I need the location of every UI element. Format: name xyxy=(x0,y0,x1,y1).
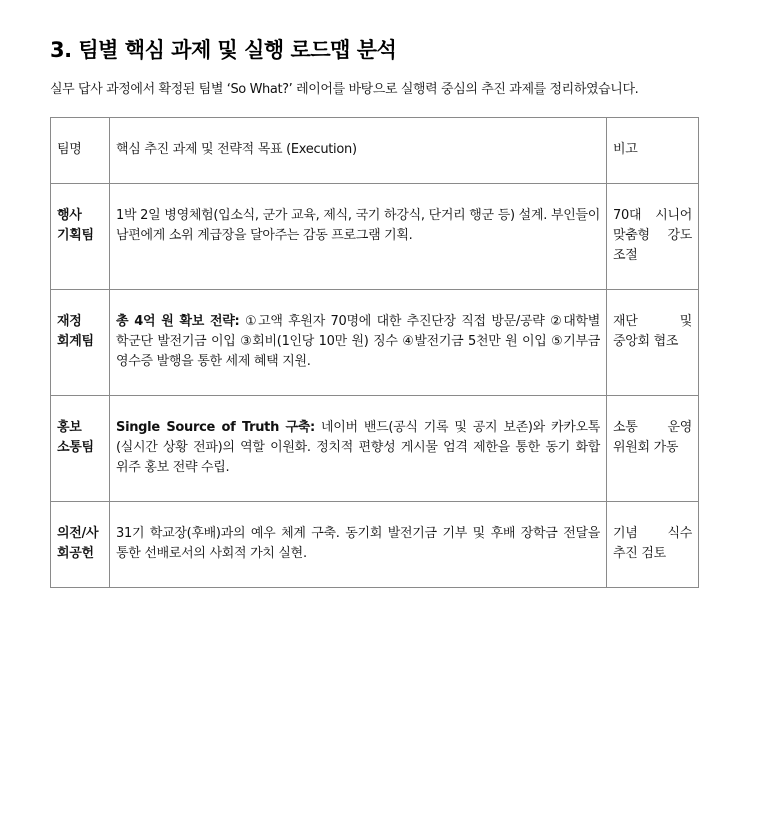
task-text: ①고액 후원자 70명에 대한 추진단장 직접 방문/공략 ②대학별 학군단 발전기금 이입 ③회비(1인당 10만 원) 징수 ④발전기금 5천만 원 이입 ⑤기부금 영수증 발행을 통한 세제 혜택 지원. xyxy=(116,314,600,369)
task-text: 네이버 밴드(공식 기록 및 공지 보존)와 카카오톡(실시간 상황 전파)의 역할 이원화. 정치적 편향성 게시물 엄격 제한을 통한 동기 화합 위주 홍보 전략 수립. xyxy=(116,420,600,475)
intro-paragraph: 실무 답사 과정에서 확정된 팀별 ‘So What?’ 레이어를 바탕으로 실행력 중심의 추진 과제를 정리하였습니다. xyxy=(50,82,639,97)
header-team: 팀명 xyxy=(51,118,110,184)
note-cell: 소통 운영 위원회 가동 xyxy=(607,396,699,502)
task-lead: 총 4억 원 확보 전략: xyxy=(116,314,240,329)
team-task-table xyxy=(50,117,699,588)
task-cell xyxy=(110,184,607,290)
task-cell xyxy=(110,502,607,588)
table-row xyxy=(51,290,699,396)
team-name: 의전/사 회공헌 xyxy=(51,502,110,588)
note-cell: 기념 식수 추진 검토 xyxy=(607,502,699,588)
table-header-row xyxy=(51,118,699,184)
task-lead: Single Source of Truth 구축: xyxy=(116,420,315,435)
table-row xyxy=(51,502,699,588)
task-cell xyxy=(110,396,607,502)
team-name: 행사 기획팀 xyxy=(51,184,110,290)
team-name: 홍보 소통팀 xyxy=(51,396,110,502)
header-note: 비고 xyxy=(607,118,699,184)
table-row xyxy=(51,396,699,502)
table-row xyxy=(51,184,699,290)
note-cell: 70대 시니어 맞춤형 강도 조절 xyxy=(607,184,699,290)
task-text: 1박 2일 병영체험(입소식, 군가 교육, 제식, 국기 하강식, 단거리 행군 등) 설계. 부인들이 남편에게 소위 계급장을 달아주는 감동 프로그램 기획. xyxy=(116,208,600,243)
header-task: 핵심 추진 과제 및 전략적 목표 (Execution) xyxy=(110,118,607,184)
note-cell: 재단 및 중앙회 협조 xyxy=(607,290,699,396)
task-text: 31기 학교장(후배)과의 예우 체계 구축. 동기회 발전기금 기부 및 후배 장학금 전달을 통한 선배로서의 사회적 가치 실현. xyxy=(116,526,600,561)
task-cell xyxy=(110,290,607,396)
team-name: 재정 회계팀 xyxy=(51,290,110,396)
document-page xyxy=(50,36,698,588)
section-title: 3. 팀별 핵심 과제 및 실행 로드맵 분석 xyxy=(50,38,397,62)
